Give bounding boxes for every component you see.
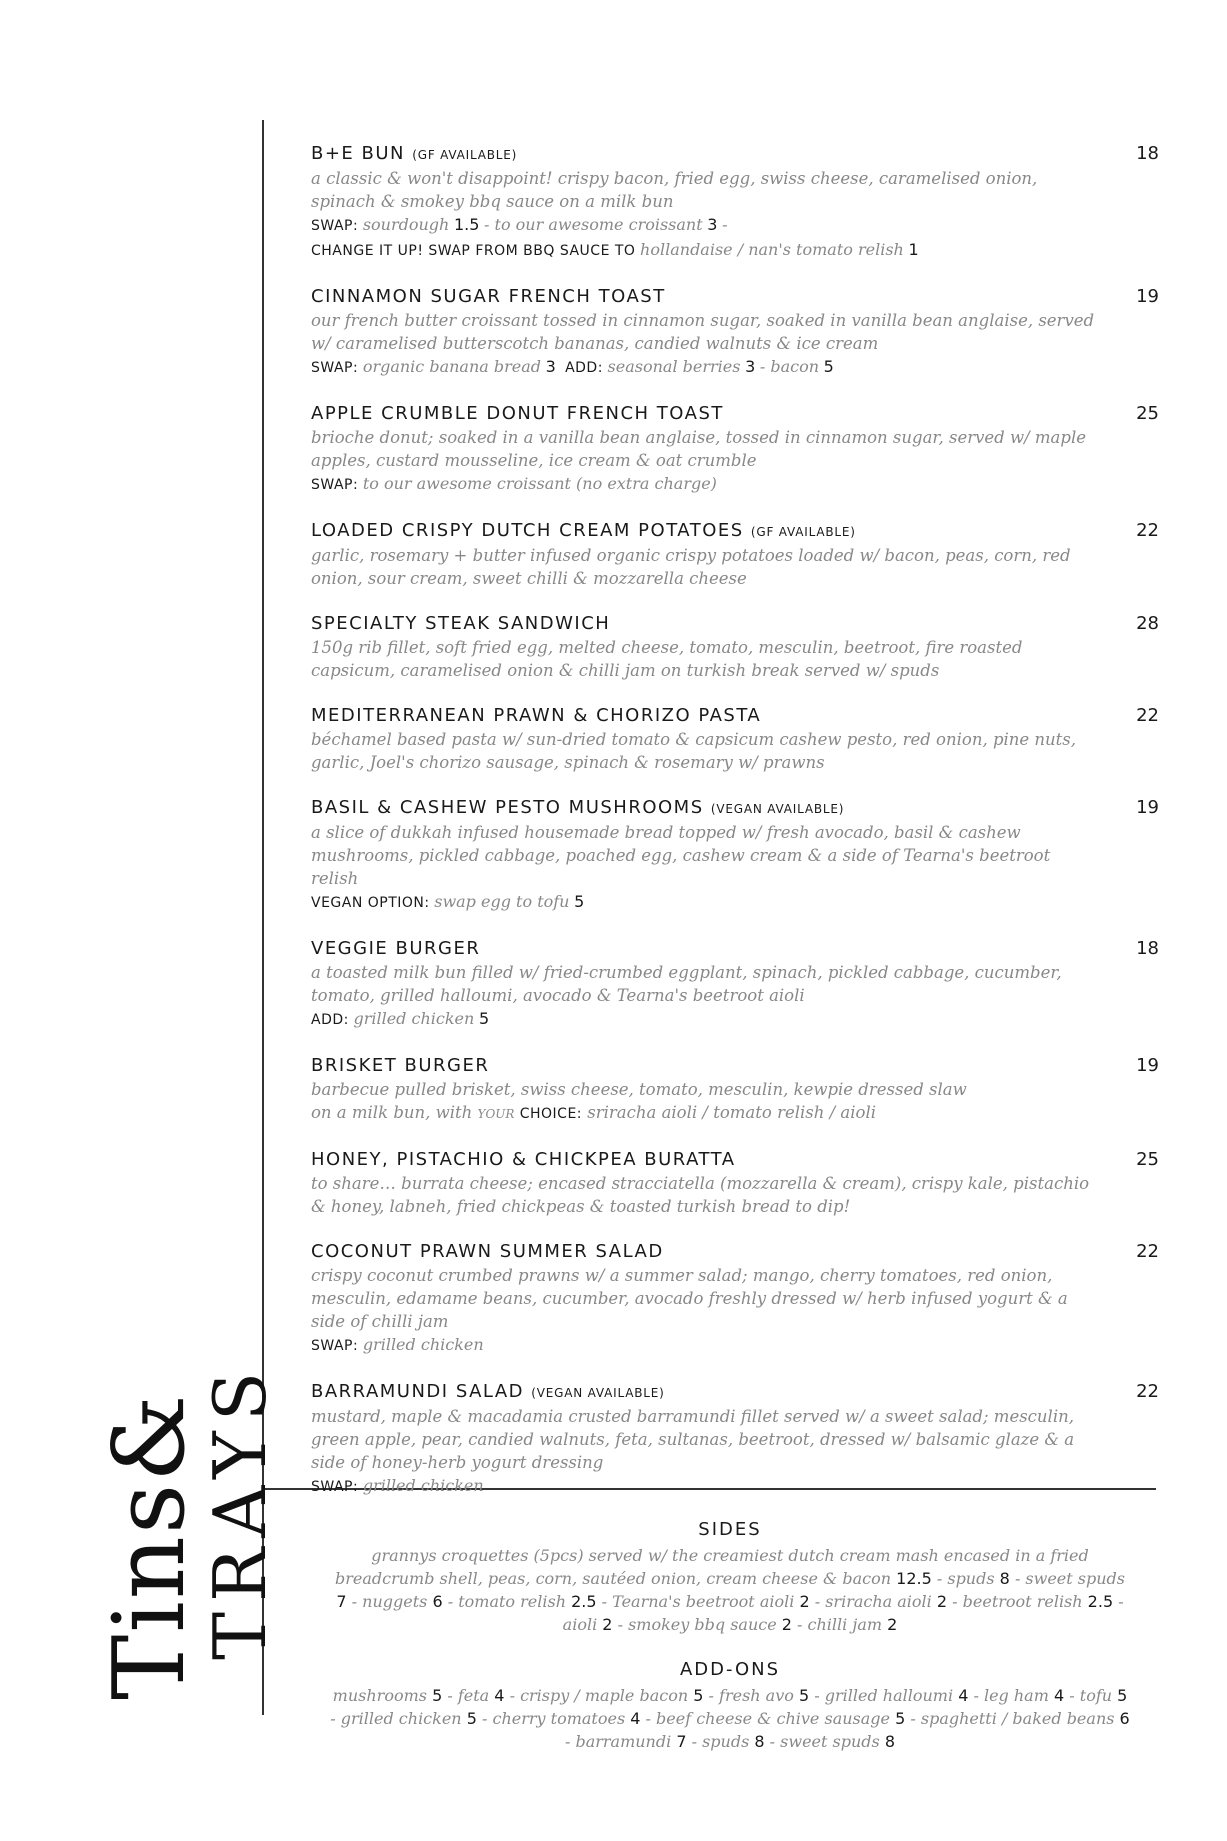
item-title: APPLE CRUMBLE DONUT FRENCH TOAST: [311, 403, 724, 424]
item-price: 28: [1136, 613, 1159, 634]
item-price: 18: [1136, 143, 1159, 164]
brand-line-1: Tins&: [93, 1392, 207, 1700]
item-title: MEDITERRANEAN PRAWN & CHORIZO PASTA: [311, 705, 762, 726]
item-price: 18: [1136, 938, 1159, 959]
item-description: béchamel based pasta w/ sun-dried tomato & capsicum cashew pesto, red onion, pine nuts, garlic, Joel's chorizo sausage, spinach & rosemary w/ prawns: [311, 730, 1077, 772]
item-option: SWAP: to our awesome croissant (no extra charge): [311, 474, 717, 493]
item-description: crispy coconut crumbed prawns w/ a summer salad; mango, cherry tomatoes, red onion, mesculin, edamame beans, cucumber, avocado freshly dressed w/ herb infused yogurt & a side of chilli jam: [311, 1266, 1068, 1331]
item-description: our french butter croissant tossed in cinnamon sugar, soaked in vanilla bean anglaise, served w/ caramelised butterscotch bananas, candied walnuts & ice cream: [311, 311, 1095, 353]
item-price: 19: [1136, 286, 1159, 307]
menu-item: [311, 612, 1159, 682]
item-description: a classic & won't disappoint! crispy bacon, fried egg, swiss cheese, caramelised onion, spinach & smokey bbq sauce on a milk bun: [311, 169, 1038, 211]
menu-item: [311, 1054, 1159, 1126]
item-description: a slice of dukkah infused housemade bread topped w/ fresh avocado, basil & cashew mushrooms, pickled cabbage, poached egg, cashew cream & a side of Tearna's beetroot relish: [311, 823, 1051, 888]
menu-item: [311, 1380, 1159, 1499]
item-description: barbecue pulled brisket, swiss cheese, tomato, mesculin, kewpie dressed slaw on a milk bun, with YOUR CHOICE: sriracha aioli / tomato relish / aioli: [311, 1080, 967, 1122]
item-title: BARRAMUNDI SALAD (VEGAN AVAILABLE): [311, 1381, 665, 1402]
menu-item: [311, 519, 1159, 590]
item-description: 150g rib fillet, soft fried egg, melted cheese, tomato, mesculin, beetroot, fire roasted capsicum, caramelised onion & chilli jam on turkish break served w/ spuds: [311, 638, 1023, 680]
item-price: 25: [1136, 1149, 1159, 1170]
extras-section: [330, 1518, 1130, 1775]
brand-logo: [93, 1361, 282, 1700]
menu-item: [311, 142, 1159, 263]
item-option: CHANGE IT UP! SWAP FROM BBQ SAUCE TO hollandaise / nan's tomato relish 1: [311, 240, 919, 259]
item-option: VEGAN OPTION: swap egg to tofu 5: [311, 892, 585, 911]
item-price: 25: [1136, 403, 1159, 424]
item-price: 19: [1136, 1055, 1159, 1076]
item-price: 22: [1136, 1381, 1159, 1402]
item-note: (VEGAN AVAILABLE): [531, 1386, 665, 1400]
addons-section: [330, 1658, 1130, 1753]
addons-list: mushrooms 5 - feta 4 - crispy / maple bacon 5 - fresh avo 5 - grilled halloumi 4 - leg ham 4 - tofu 5 - grilled chicken 5 - cherry tomatoes 4 - beef cheese & chive sausage 5 - spaghetti / baked beans 6 - barramundi 7 - spuds 8 - sweet spuds 8: [330, 1686, 1130, 1751]
menu-item: [311, 704, 1159, 774]
item-option: SWAP: sourdough 1.5 - to our awesome croissant 3 -: [311, 215, 728, 234]
sides-title: SIDES: [698, 1519, 762, 1540]
item-title: LOADED CRISPY DUTCH CREAM POTATOES (GF AVAILABLE): [311, 520, 856, 541]
item-price: 19: [1136, 797, 1159, 818]
menu-item: [311, 1148, 1159, 1218]
item-option: SWAP: organic banana bread 3 ADD: seasonal berries 3 - bacon 5: [311, 357, 834, 376]
item-price: 22: [1136, 1241, 1159, 1262]
item-title: BASIL & CASHEW PESTO MUSHROOMS (VEGAN AVAILABLE): [311, 797, 845, 818]
item-title: HONEY, PISTACHIO & CHICKPEA BURATTA: [311, 1149, 736, 1170]
item-note: (GF AVAILABLE): [750, 525, 856, 539]
menu-item: [311, 796, 1159, 915]
sides-section: [330, 1518, 1130, 1636]
item-title: CINNAMON SUGAR FRENCH TOAST: [311, 286, 666, 307]
menu-item: [311, 937, 1159, 1032]
item-option: SWAP: grilled chicken: [311, 1476, 484, 1495]
item-title: COCONUT PRAWN SUMMER SALAD: [311, 1241, 664, 1262]
item-title: B+E BUN (GF AVAILABLE): [311, 143, 518, 164]
menu-item: [311, 402, 1159, 497]
item-option: SWAP: grilled chicken: [311, 1335, 484, 1354]
brand-line-2: TRAYS: [198, 1361, 282, 1660]
item-description: mustard, maple & macadamia crusted barramundi fillet served w/ a sweet salad; mesculin, green apple, pear, candied walnuts, feta, sultanas, beetroot, dressed w/ balsamic glaze & a side of honey-herb yogurt dressing: [311, 1407, 1075, 1472]
addons-title: ADD-ONS: [679, 1659, 781, 1680]
menu-item: [311, 285, 1159, 380]
item-description: a toasted milk bun filled w/ fried-crumbed eggplant, spinach, pickled cabbage, cucumber, tomato, grilled halloumi, avocado & Tearna's beetroot aioli: [311, 963, 1062, 1005]
item-price: 22: [1136, 520, 1159, 541]
item-note: (VEGAN AVAILABLE): [710, 802, 845, 816]
sides-list: grannys croquettes (5pcs) served w/ the creamiest dutch cream mash encased in a fried breadcrumb shell, peas, corn, sautéed onion, cream cheese & bacon 12.5 - spuds 8 - sweet spuds 7 - nuggets 6 - tomato relish 2.5 - Tearna's beetroot aioli 2 - sriracha aioli 2 - beetroot relish 2.5 - aioli 2 - smokey bbq sauce 2 - chilli jam 2: [334, 1546, 1125, 1634]
item-description: brioche donut; soaked in a vanilla bean anglaise, tossed in cinnamon sugar, served w/ maple apples, custard mousseline, ice cream & oat crumble: [311, 428, 1087, 470]
menu-list: [311, 142, 1159, 1521]
item-note: (GF AVAILABLE): [412, 148, 518, 162]
item-price: 22: [1136, 705, 1159, 726]
menu-item: [311, 1240, 1159, 1358]
item-description: garlic, rosemary + butter infused organic crispy potatoes loaded w/ bacon, peas, corn, red onion, sour cream, sweet chilli & mozzarella cheese: [311, 546, 1071, 588]
item-option: ADD: grilled chicken 5: [311, 1009, 490, 1028]
item-description: to share… burrata cheese; encased stracciatella (mozzarella & cream), crispy kale, pistachio & honey, labneh, fried chickpeas & toasted turkish bread to dip!: [311, 1174, 1090, 1216]
item-title: SPECIALTY STEAK SANDWICH: [311, 613, 611, 634]
item-title: BRISKET BURGER: [311, 1055, 490, 1076]
item-title: VEGGIE BURGER: [311, 938, 481, 959]
